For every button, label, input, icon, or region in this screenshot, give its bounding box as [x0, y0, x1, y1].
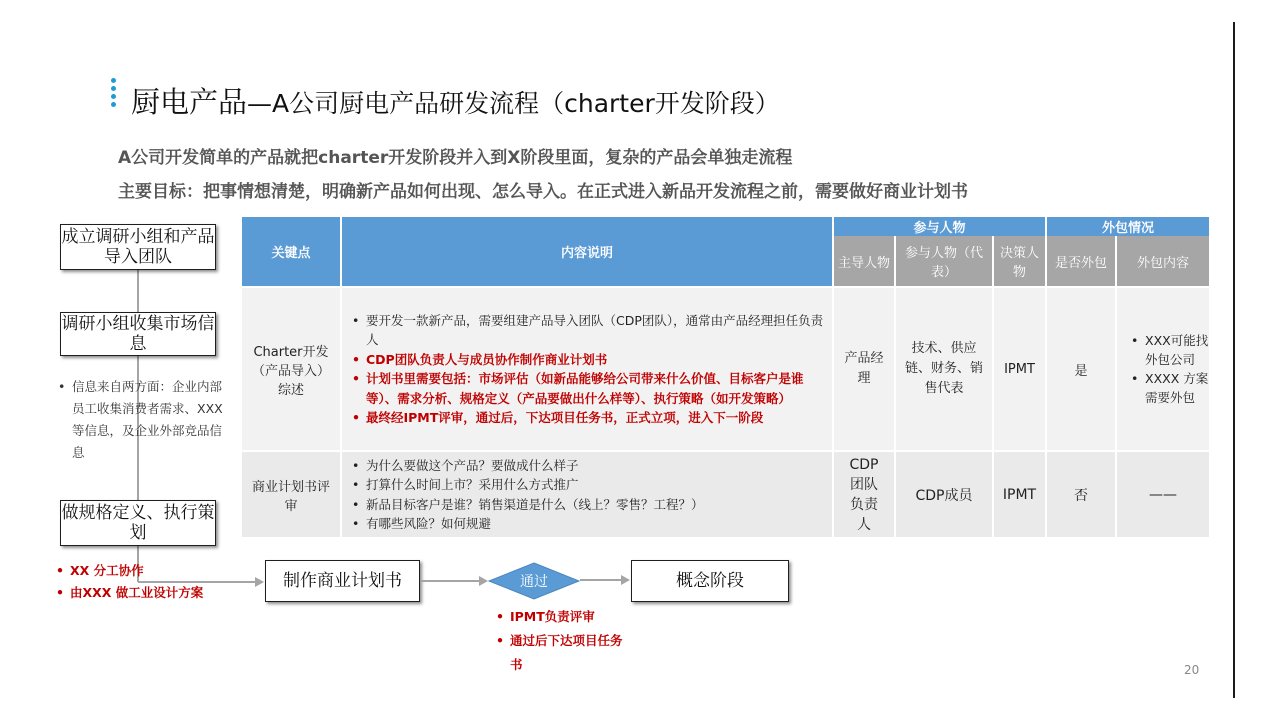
title-bullet-icon — [111, 78, 117, 110]
flow-step-business-plan: 制作商业计划书 — [265, 560, 420, 602]
charter-table — [242, 217, 1211, 537]
arrow-right-icon — [621, 575, 630, 585]
content-item: • CDP团队负责人与成员协作制作商业计划书 — [348, 350, 826, 370]
flow-connector — [138, 581, 256, 583]
header-members: 参与人物（代表） — [895, 236, 993, 287]
row-members: 技术、供应链、财务、销售代表 — [895, 287, 993, 451]
row-decider: IPMT — [993, 451, 1046, 537]
header-decider: 决策人物 — [993, 236, 1046, 287]
row-outsource-content — [1116, 287, 1210, 451]
title-lead: 厨电产品 — [131, 85, 248, 119]
row-outsource-content: —— — [1116, 451, 1210, 537]
note-item: • IPMT负责评审 — [494, 605, 624, 629]
flow-connector — [137, 268, 139, 314]
content-item: • 要开发一款新产品，需要组建产品导入团队（CDP团队），通常由产品经理担任负责人 — [348, 311, 826, 350]
row-key: 商业计划书评审 — [242, 451, 341, 537]
page-number: 20 — [1184, 663, 1200, 677]
outsource-item: • XXXX 方案需要外包 — [1129, 369, 1209, 407]
subtitle-2: 主要目标：把事情想清楚，明确新产品如何出现、怎么导入。在正式进入新品开发流程之前，需要做好商业计划书 — [118, 182, 968, 202]
content-item: • 新品目标客户是谁？销售渠道是什么（线上？零售？工程？） — [348, 495, 826, 515]
market-info-note — [56, 376, 228, 464]
note-item: • 信息来自两方面：企业内部员工收集消费者需求、XXX 等信息，及企业外部竞品信息 — [56, 376, 228, 464]
note-item: • 通过后下达项目任务书 — [494, 629, 624, 677]
subtitle-1: A公司开发简单的产品就把charter开发阶段并入到X阶段里面，复杂的产品会单独走流程 — [118, 148, 793, 168]
header-outsourced: 是否外包 — [1046, 236, 1116, 287]
content-item: • 最终经IPMT评审，通过后，下达项目任务书，正式立项，进入下一阶段 — [348, 408, 826, 428]
content-item: • 有哪些风险？如何规避 — [348, 514, 826, 534]
header-desc: 内容说明 — [341, 217, 833, 287]
flow-step-collect-market-info: 调研小组收集市场信息 — [61, 314, 215, 354]
header-lead: 主导人物 — [833, 236, 895, 287]
content-item: • 计划书里需要包括：市场评估（如新品能够给公司带来什么价值、目标客户是谁等）、需求分析、规格定义（产品要做出什么样等）、执行策略（如开发策略） — [348, 369, 826, 408]
header-key: 关键点 — [242, 217, 341, 287]
table-row — [242, 287, 1210, 451]
header-outsource-content: 外包内容 — [1116, 236, 1210, 287]
header-outsourcing: 外包情况 — [1046, 217, 1210, 236]
row-lead: 产品经理 — [833, 287, 895, 451]
header-participants: 参与人物 — [833, 217, 1046, 236]
row-content — [341, 287, 833, 451]
outsource-item: • XXX可能找外包公司 — [1129, 331, 1209, 369]
row-members: CDP成员 — [895, 451, 993, 537]
flow-step-concept-phase: 概念阶段 — [631, 560, 789, 602]
row-outsourced: 否 — [1046, 451, 1116, 537]
note-item: • 由XXX 做工业设计方案 — [54, 582, 254, 604]
table-row — [242, 451, 1210, 537]
page-title — [131, 80, 780, 121]
flow-connector — [580, 579, 622, 581]
row-decider: IPMT — [993, 287, 1046, 451]
row-key: Charter开发（产品导入）综述 — [242, 287, 341, 451]
flow-step-spec-definition: 做规格定义、执行策划 — [60, 500, 216, 546]
right-edge-rule — [1233, 22, 1235, 698]
decision-notes — [494, 605, 624, 677]
title-rest: —A公司厨电产品研发流程（charter开发阶段） — [247, 89, 780, 118]
flow-connector — [420, 580, 480, 582]
row-outsourced: 是 — [1046, 287, 1116, 451]
content-item: • 打算什么时间上市？采用什么方式推广 — [348, 475, 826, 495]
content-item: • 为什么要做这个产品？要做成什么样子 — [348, 456, 826, 476]
row-content — [341, 451, 833, 537]
arrow-right-icon — [479, 576, 488, 586]
arrow-right-icon — [255, 577, 264, 587]
flow-step-form-team: 成立调研小组和产品导入团队 — [60, 224, 216, 270]
note-item: • XX 分工协作 — [54, 560, 254, 582]
decision-label: 通过 — [520, 574, 548, 590]
row-lead: CDP团队负责人 — [833, 451, 895, 537]
